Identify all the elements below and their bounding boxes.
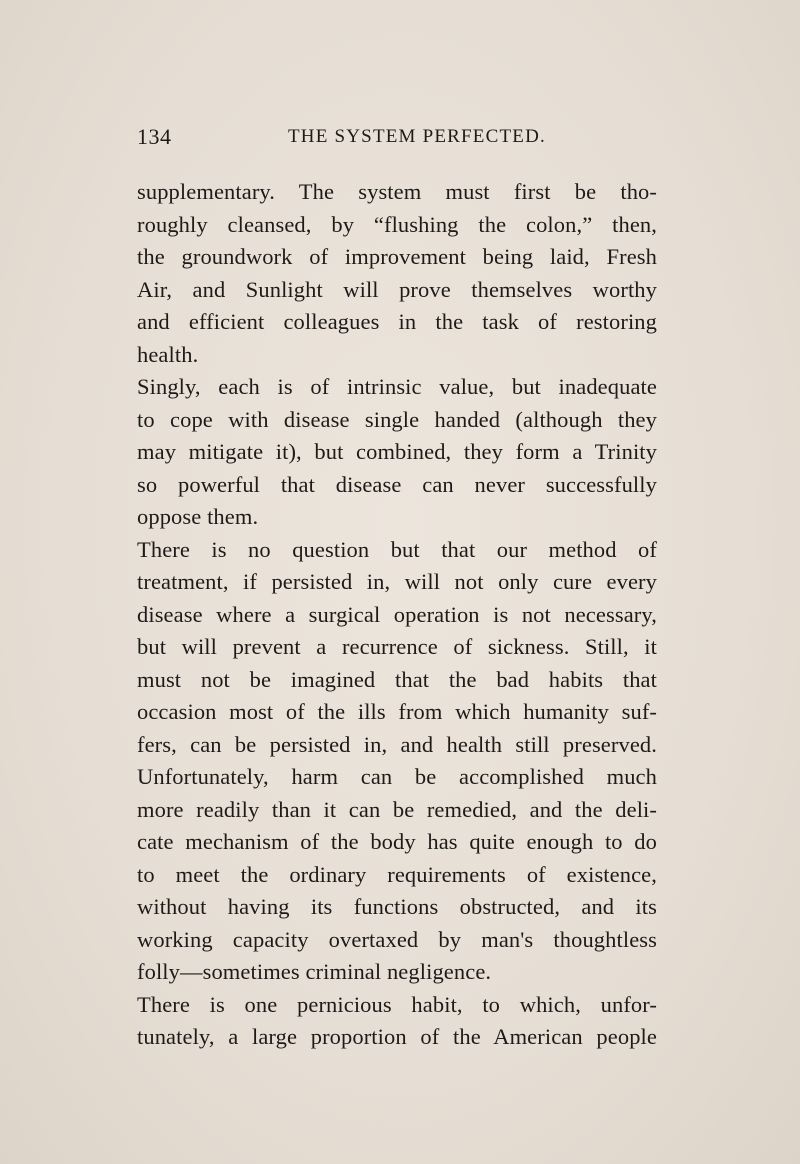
running-title: THE SYSTEM PERFECTED. (288, 126, 546, 147)
text-line: without having its functions obstructed, and its (137, 894, 657, 919)
text-line: more readily than it can be remedied, and the deli- (137, 796, 657, 822)
text-line: the groundwork of improvement being laid, Fresh (137, 244, 657, 269)
text-line: occasion most of the ills from which humanity suf- (137, 699, 657, 724)
text-line: tunately, a large proportion of the American people (137, 1024, 657, 1049)
text-line: but will prevent a recurrence of sickness. Still, it (137, 634, 657, 659)
text-line: must not be imagined that the bad habits that (137, 666, 657, 692)
text-line: health. (137, 341, 199, 367)
text-line: Singly, each is of intrinsic value, but inadequate (137, 374, 657, 399)
body-text (137, 176, 657, 1054)
text-line: so powerful that disease can never successfully (137, 471, 657, 497)
page-number: 134 (137, 124, 172, 149)
text-line: treatment, if persisted in, will not only cure every (137, 569, 657, 594)
text-line: folly—sometimes criminal negligence. (137, 959, 492, 984)
text-line: Air, and Sunlight will prove themselves worthy (137, 276, 657, 302)
text-line: may mitigate it), but combined, they form a Trinity (137, 439, 657, 464)
text-line: working capacity overtaxed by man's thoughtless (137, 926, 657, 952)
text-line: There is one pernicious habit, to which, unfor- (137, 991, 657, 1017)
text-line: cate mechanism of the body has quite enough to do (137, 829, 657, 854)
text-line: Unfortunately, harm can be accomplished much (137, 764, 657, 789)
running-head (137, 124, 657, 154)
text-line: to cope with disease single handed (although they (137, 406, 657, 432)
text-line: There is no question but that our method of (137, 536, 657, 562)
text-line: roughly cleansed, by “flushing the colon,” then, (137, 211, 657, 237)
text-line: fers, can be persisted in, and health still preserved. (137, 731, 657, 757)
text-line: to meet the ordinary requirements of existence, (137, 861, 657, 887)
text-line: and efficient colleagues in the task of restoring (137, 309, 657, 334)
text-line: supplementary. The system must first be tho- (137, 179, 657, 204)
text-line: disease where a surgical operation is not necessary, (137, 601, 657, 627)
text-line: oppose them. (137, 504, 259, 529)
